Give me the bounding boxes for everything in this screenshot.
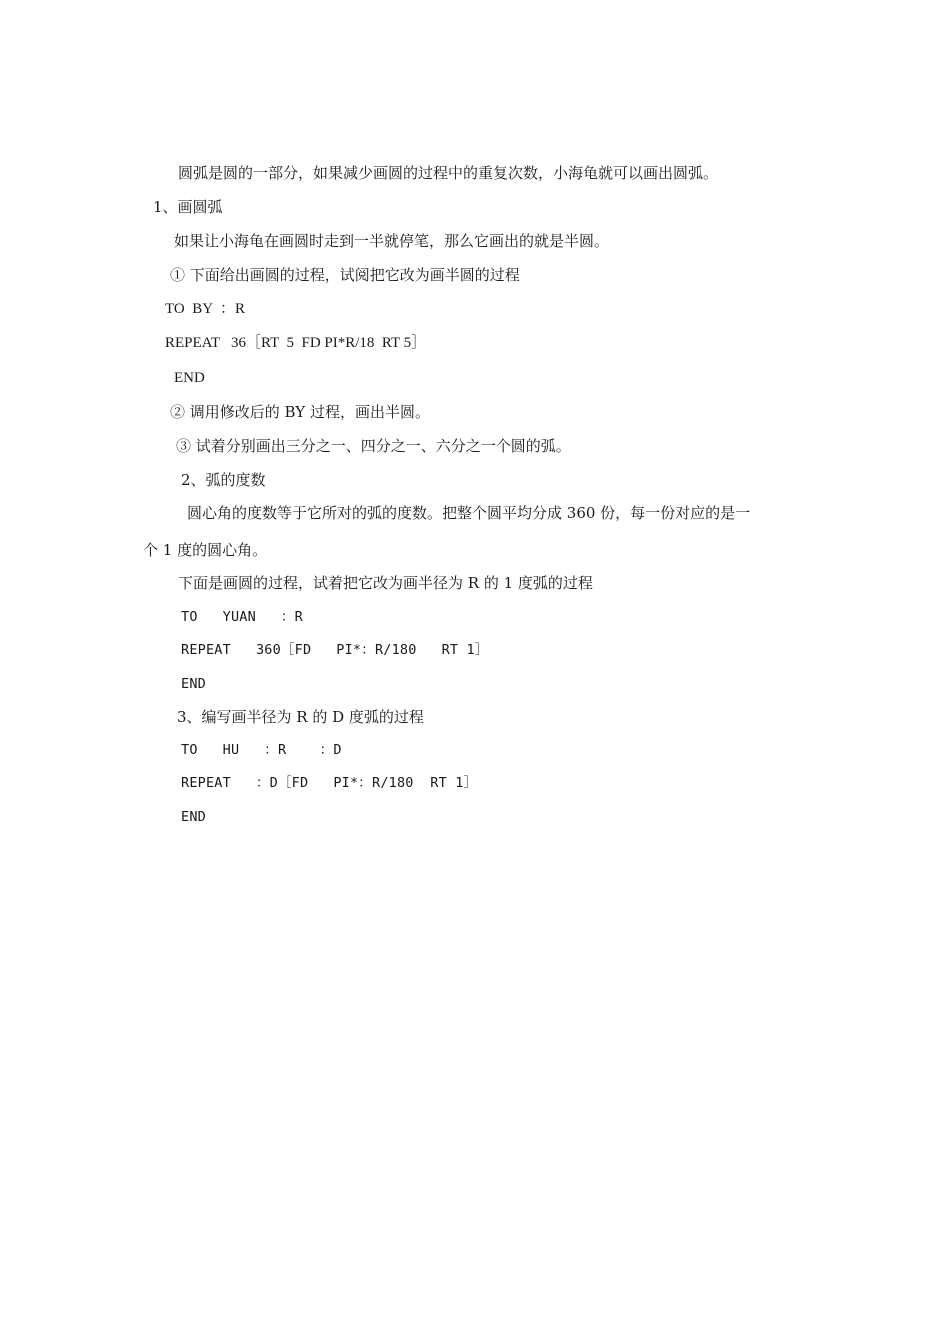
section-1-item-3: ③ 试着分别画出三分之一、四分之一、六分之一个圆的弧。	[176, 437, 571, 455]
section-1-item-2: ② 调用修改后的 BY 过程，画出半圆。	[170, 403, 430, 421]
code-line: TO YUAN ：R	[181, 609, 303, 625]
section-2-paragraph-line-1: 圆心角的度数等于它所对的弧的度数。把整个圆平均分成 360 份，每一份对应的是一	[187, 504, 751, 522]
section-2-paragraph-2: 下面是画圆的过程，试着把它改为画半径为 R 的 1 度弧的过程	[178, 574, 593, 592]
section-2-heading: 2、弧的度数	[181, 471, 266, 489]
section-2-paragraph-line-2: 个 1 度的圆心角。	[143, 541, 268, 559]
section-1-item-1: ① 下面给出画圆的过程，试阅把它改为画半圆的过程	[170, 266, 520, 284]
section-1-heading: 1、画圆弧	[153, 198, 223, 216]
code-line: REPEAT 360［FD PI*：R/180 RT 1］	[181, 642, 489, 658]
intro-paragraph: 圆弧是圆的一部分，如果减少画圆的过程中的重复次数，小海龟就可以画出圆弧。	[178, 164, 719, 182]
code-line: TO HU ：R ：D	[181, 742, 342, 758]
code-line: TO BY ：R	[165, 301, 246, 317]
code-line: END	[181, 809, 206, 825]
code-line: REPEAT 36［RT 5 FD PI*R/18 RT 5］	[165, 335, 427, 351]
section-1-paragraph: 如果让小海龟在画圆时走到一半就停笔，那么它画出的就是半圆。	[174, 232, 610, 250]
code-line: END	[174, 370, 205, 386]
code-line: REPEAT ：D［FD PI*：R/180 RT 1］	[181, 775, 478, 791]
code-line: END	[181, 676, 206, 692]
section-3-heading: 3、编写画半径为 R 的 D 度弧的过程	[177, 708, 424, 726]
